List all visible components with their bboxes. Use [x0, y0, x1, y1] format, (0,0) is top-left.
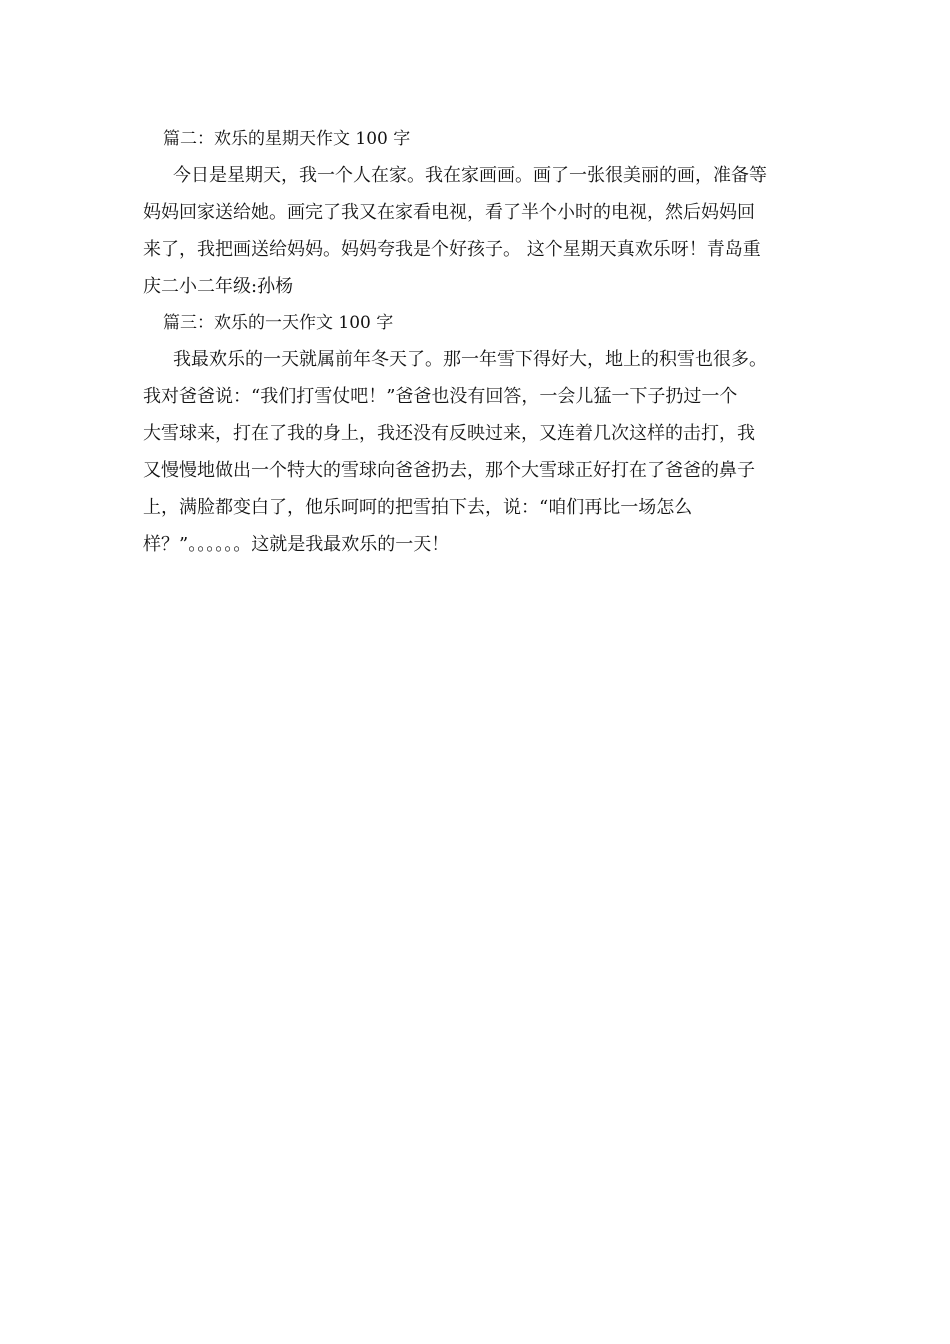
essay-2-line-1: 今日是星期天，我一个人在家。我在家画画。画了一张很美丽的画，准备等: [173, 165, 767, 186]
essay-3-line-6: 样？”。。。。。。这就是我最欢乐的一天！: [143, 534, 450, 555]
essay-2-line-3: 来了，我把画送给妈妈。妈妈夸我是个好孩子。 这个星期天真欢乐呀！青岛重: [143, 239, 761, 260]
essay-3-line-1: 我最欢乐的一天就属前年冬天了。那一年雪下得好大，地上的积雪也很多。: [173, 349, 767, 370]
essay-3-title: 篇三：欢乐的一天作文 100 字: [163, 313, 394, 333]
essay-2-title: 篇二：欢乐的星期天作文 100 字: [163, 129, 411, 149]
essay-2: [143, 121, 808, 305]
essay-2-line-4: 庆二小二年级:孙杨: [143, 276, 294, 297]
essay-3-line-2: 我对爸爸说：“我们打雪仗吧！”爸爸也没有回答，一会儿猛一下子扔过一个: [143, 386, 738, 407]
essay-3: [143, 305, 808, 563]
essay-3-line-3: 大雪球来，打在了我的身上，我还没有反映过来，又连着几次这样的击打，我: [143, 423, 755, 444]
essay-3-line-4: 又慢慢地做出一个特大的雪球向爸爸扔去，那个大雪球正好打在了爸爸的鼻子: [143, 460, 755, 481]
document-body: [143, 121, 808, 563]
essay-2-line-2: 妈妈回家送给她。画完了我又在家看电视，看了半个小时的电视，然后妈妈回: [143, 202, 755, 223]
essay-3-line-5: 上，满脸都变白了，他乐呵呵的把雪拍下去，说：“咱们再比一场怎么: [143, 497, 693, 518]
